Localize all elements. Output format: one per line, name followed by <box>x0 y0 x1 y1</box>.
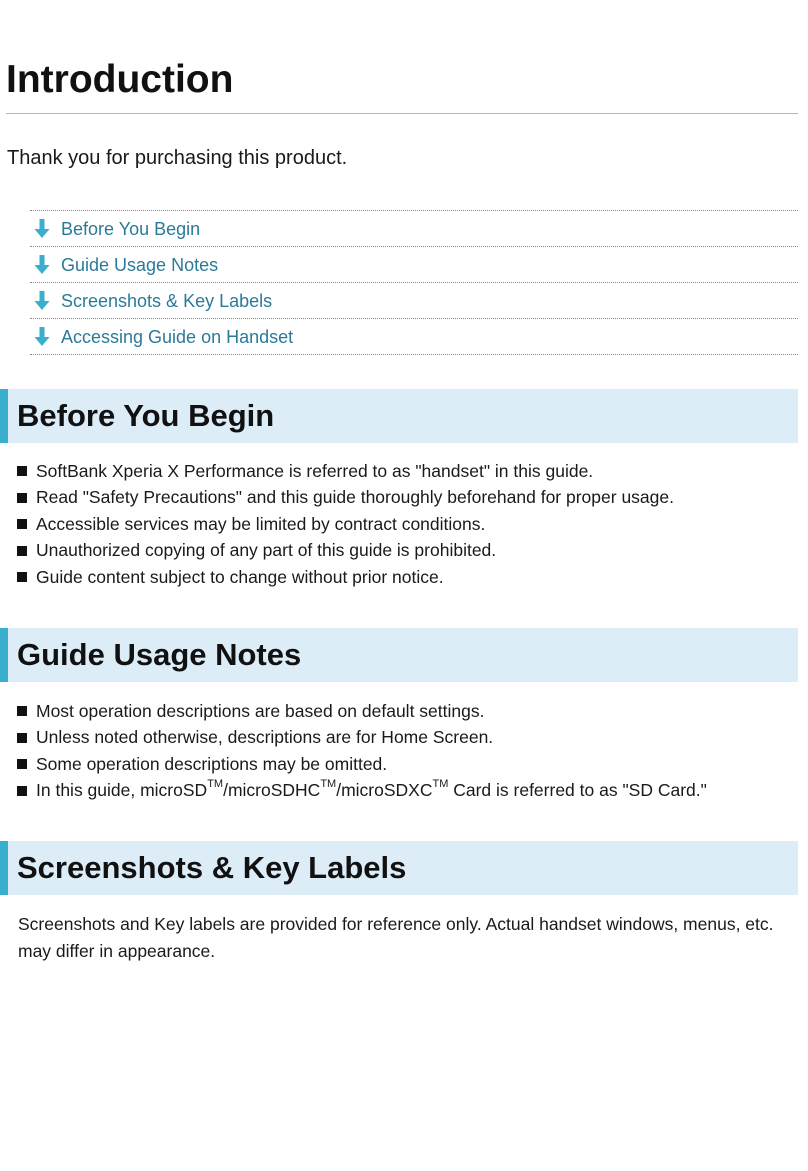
list-item-text: Unless noted otherwise, descriptions are for Home Screen. <box>36 727 494 748</box>
section-header-guide-usage-notes <box>0 628 798 682</box>
section-heading: Screenshots & Key Labels <box>17 850 407 885</box>
square-bullet-icon <box>17 572 27 582</box>
section-header-screenshots-key-labels <box>0 841 798 895</box>
toc-label: Before You Begin <box>61 218 201 239</box>
list-item-text: Unauthorized copying of any part of this guide is prohibited. <box>36 540 497 561</box>
square-bullet-icon <box>17 493 27 503</box>
section-header-before-you-begin <box>0 389 798 443</box>
list-item-text: SoftBank Xperia X Performance is referred to as "handset" in this guide. <box>36 460 594 481</box>
page-title: Introduction <box>6 58 234 101</box>
square-bullet-icon <box>17 519 27 529</box>
arrow-down-icon <box>32 254 52 276</box>
list-item <box>17 698 797 725</box>
square-bullet-icon <box>17 786 27 796</box>
list-item <box>17 751 797 778</box>
arrow-down-icon <box>32 326 52 348</box>
toc-label: Screenshots & Key Labels <box>61 290 273 311</box>
toc-link-before-you-begin[interactable] <box>30 211 798 247</box>
table-of-contents <box>30 210 798 355</box>
list-item <box>17 511 797 538</box>
toc-label: Accessing Guide on Handset <box>61 326 294 347</box>
square-bullet-icon <box>17 466 27 476</box>
list-item <box>17 538 797 565</box>
toc-link-guide-usage-notes[interactable] <box>30 247 798 283</box>
list-item <box>17 458 797 485</box>
square-bullet-icon <box>17 546 27 556</box>
list-item <box>17 778 797 805</box>
square-bullet-icon <box>17 706 27 716</box>
screenshots-body-text: Screenshots and Key labels are provided for reference only. Actual handset windows, menus, etc. may differ in appearance. <box>18 914 774 961</box>
list-item-text: Guide content subject to change without prior notice. <box>36 566 444 587</box>
square-bullet-icon <box>17 733 27 743</box>
list-item <box>17 725 797 752</box>
list-item-text: Some operation descriptions may be omitted. <box>36 753 388 774</box>
toc-label: Guide Usage Notes <box>61 254 219 275</box>
list-item <box>17 564 797 591</box>
list-item-text: Read "Safety Precautions" and this guide thoroughly beforehand for proper usage. <box>36 487 674 508</box>
toc-link-screenshots-key-labels[interactable] <box>30 283 798 319</box>
square-bullet-icon <box>17 759 27 769</box>
arrow-down-icon <box>32 218 52 240</box>
intro-text: Thank you for purchasing this product. <box>7 147 348 169</box>
toc-link-accessing-guide[interactable] <box>30 319 798 355</box>
before-you-begin-list <box>17 458 797 591</box>
list-item <box>17 485 797 512</box>
list-item-text: Accessible services may be limited by contract conditions. <box>36 513 486 534</box>
title-divider <box>6 113 798 114</box>
section-heading: Before You Begin <box>17 398 275 433</box>
section-heading: Guide Usage Notes <box>17 637 302 672</box>
list-item-text: In this guide, microSD™/microSDHC™/microSDXC™ Card is referred to as "SD Card." <box>36 778 707 801</box>
arrow-down-icon <box>32 290 52 312</box>
list-item-text: Most operation descriptions are based on default settings. <box>36 700 485 721</box>
guide-usage-notes-list <box>17 698 797 804</box>
